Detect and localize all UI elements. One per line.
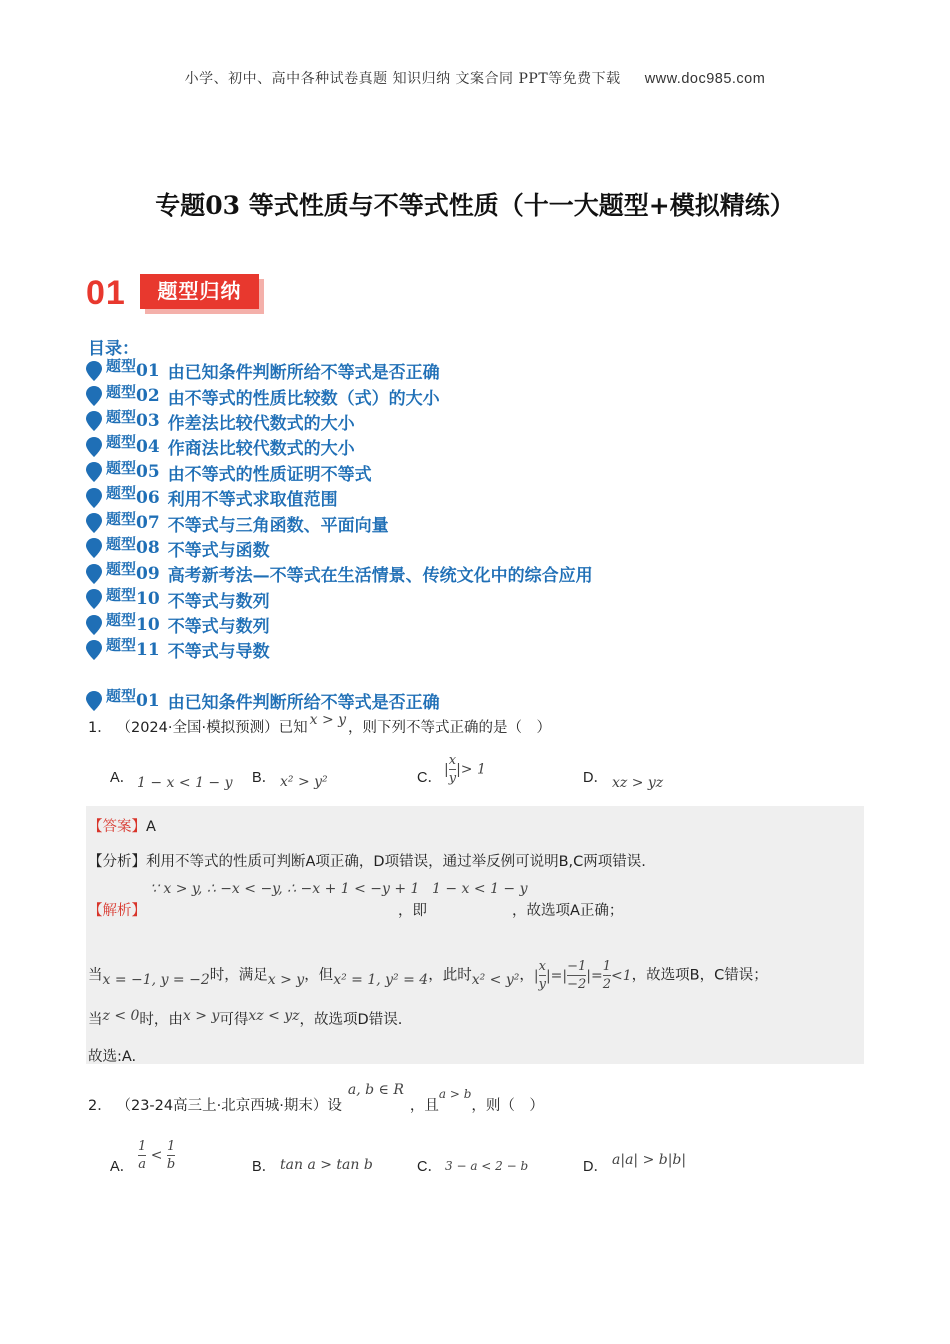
toc-item-type: 题型 — [106, 484, 137, 503]
toc-item-type: 题型 — [106, 611, 137, 630]
header-site[interactable]: www.doc985.com — [644, 71, 766, 87]
fraction — [603, 960, 611, 991]
math-expression: z < 0 — [102, 1008, 140, 1024]
q2-option-B[interactable] — [252, 1155, 276, 1176]
toc-item-num: 06 — [136, 487, 160, 508]
solution-math-1: ∵ x > y, ∴ −x < −y, ∴ −x + 1 < −y + 1 — [150, 881, 420, 897]
pin-icon — [86, 513, 102, 533]
toc-item-type: 题型 — [106, 407, 137, 426]
toc-label: 目录： — [88, 339, 139, 359]
option-label: B． — [252, 770, 277, 786]
option-C-math — [444, 754, 486, 785]
toc-item-text: 作差法比较代数式的大小 — [167, 413, 355, 434]
toc-item-num: 02 — [136, 386, 160, 407]
math-expression: a > b — [438, 1087, 472, 1101]
toc-item[interactable] — [86, 409, 786, 434]
analysis-text: 利用不等式的性质可判断A项正确，D项错误，通过举反例可说明B,C两项错误. — [146, 854, 646, 870]
toc-item-num: 05 — [136, 462, 160, 483]
question-source: （23-24高三上·北京西城·期末）设 — [123, 1098, 342, 1114]
pin-icon — [86, 462, 102, 482]
pin-icon — [86, 589, 102, 609]
pin-icon — [86, 361, 102, 381]
solution-text: ， — [519, 967, 534, 984]
solution-tag: 【解析】 — [88, 903, 146, 919]
math-expression: x² = 1, y² = 4 — [333, 971, 429, 988]
option-B-math: x² > y² — [280, 774, 328, 790]
fraction — [138, 1140, 146, 1171]
toc-item-type: 题型 — [106, 585, 137, 604]
denominator: y — [448, 771, 457, 786]
toc-item[interactable] — [86, 561, 786, 586]
q2-option-D[interactable] — [583, 1155, 608, 1176]
section-badge-number: 01 — [86, 274, 126, 312]
toc-item-num: 07 — [136, 513, 160, 534]
option-label: A． — [110, 1159, 135, 1175]
math-expression: x > y — [182, 1008, 220, 1024]
toc-item-text: 不等式与函数 — [167, 540, 270, 561]
q2-option-C-math: 3 − a < 2 − b — [445, 1159, 529, 1173]
solution-text: 当 — [88, 967, 103, 984]
toc-item-text: 不等式与数列 — [167, 591, 270, 612]
toc-item[interactable] — [86, 485, 786, 510]
toc-item-num: 11 — [136, 639, 160, 660]
option-A-math: 1 − x < 1 − y — [137, 775, 233, 791]
question-2-stem — [88, 1082, 544, 1115]
option-label: D． — [583, 770, 608, 786]
toc-item-num: 10 — [136, 589, 160, 610]
toc-item-type: 题型 — [106, 560, 137, 579]
toc-item[interactable] — [86, 383, 786, 408]
solution-line-3 — [88, 1008, 402, 1029]
solution-math-2: 1 − x < 1 − y — [432, 881, 528, 897]
solution-text: 当 — [88, 1012, 103, 1028]
q2-option-B-math: tan a > tan b — [280, 1157, 373, 1173]
toc-item-text: 不等式与三角函数、平面向量 — [167, 515, 389, 536]
fraction — [167, 1140, 175, 1171]
toc-item-text: 由已知条件判断所给不等式是否正确 — [167, 363, 440, 384]
solution-text: ，但 — [304, 967, 334, 984]
math-expression: x > y — [309, 712, 347, 728]
pin-icon — [86, 615, 102, 635]
option-D-math: xz > yz — [612, 775, 664, 791]
section-heading-01 — [86, 688, 440, 713]
toc-item[interactable] — [86, 637, 786, 662]
badge-label: 题型归纳 — [140, 274, 259, 309]
fraction — [567, 960, 586, 991]
pin-icon — [86, 640, 102, 660]
solution-text: ，此时 — [428, 967, 472, 984]
question-source: （2024·全国·模拟预测）已知 — [123, 720, 308, 736]
denominator: −2 — [567, 977, 587, 992]
toc-item-type: 题型 — [106, 509, 137, 528]
denominator: b — [166, 1157, 176, 1172]
denominator: 2 — [602, 977, 612, 992]
numerator: x — [448, 753, 457, 768]
answer-value: A — [146, 819, 156, 835]
table-of-contents — [86, 358, 786, 663]
toc-item[interactable] — [86, 358, 786, 383]
operator: < — [150, 1147, 163, 1164]
toc-item-num: 08 — [136, 538, 160, 559]
toc-item[interactable] — [86, 587, 786, 612]
question-tail: ，则下列不等式正确的是（ ） — [348, 720, 552, 736]
math-expression: x > y — [267, 971, 305, 988]
solution-line-1 — [88, 899, 146, 920]
toc-item-num: 03 — [136, 411, 160, 432]
toc-item-type: 题型 — [106, 458, 137, 477]
pin-icon — [86, 386, 102, 406]
option-label: B． — [252, 1159, 277, 1175]
fraction — [449, 754, 456, 785]
toc-item[interactable] — [86, 510, 786, 535]
toc-item-text: 作商法比较代数式的大小 — [167, 439, 355, 460]
numerator: 1 — [602, 959, 612, 974]
toc-item-num: 01 — [136, 360, 160, 381]
section-num: 01 — [136, 690, 160, 711]
numerator: x — [538, 959, 546, 974]
option-label: C． — [417, 1159, 442, 1175]
toc-item-type: 题型 — [106, 433, 137, 452]
section-text: 由已知条件判断所给不等式是否正确 — [167, 693, 440, 714]
solution-text: ，故选项A正确； — [512, 903, 624, 919]
toc-item-type: 题型 — [106, 382, 137, 401]
document-title: 专题03 等式性质与不等式性质（十一大题型+模拟精练） — [155, 191, 795, 220]
q2-option-A-math — [138, 1140, 175, 1171]
solution-line-2 — [88, 960, 768, 991]
solution-text: 可得 — [219, 1012, 249, 1028]
q2-option-C[interactable] — [417, 1155, 442, 1176]
page-header — [0, 68, 950, 88]
solution-text: ，即 — [398, 903, 427, 919]
solution-text: ，故选项D错误. — [299, 1012, 403, 1028]
question-1-stem — [88, 712, 552, 737]
option-label: C． — [417, 770, 442, 786]
pin-icon — [86, 538, 102, 558]
toc-item[interactable] — [86, 612, 786, 637]
toc-item-type: 题型 — [106, 357, 137, 376]
solution-text: 时，满足 — [209, 967, 268, 984]
analysis-line — [88, 850, 646, 871]
analysis-tag: 【分析】 — [88, 854, 146, 870]
answer-line — [88, 815, 156, 836]
toc-item-text: 由不等式的性质证明不等式 — [167, 464, 372, 485]
toc-item-text: 不等式与数列 — [167, 617, 270, 638]
question-number: 2． — [88, 1098, 112, 1114]
toc-item[interactable] — [86, 434, 786, 459]
numerator: 1 — [138, 1139, 147, 1154]
solution-text: 时，由 — [139, 1012, 183, 1028]
fraction — [539, 960, 546, 991]
pin-icon — [86, 437, 102, 457]
toc-item-text: 不等式与导数 — [167, 642, 270, 663]
numerator: −1 — [567, 959, 587, 974]
section-type: 题型 — [106, 687, 137, 706]
solution-text: ，故选项B，C错误； — [631, 967, 768, 984]
numerator: 1 — [166, 1139, 176, 1154]
toc-item-type: 题型 — [106, 534, 137, 553]
q2-option-D-math: a|a| > b|b| — [612, 1152, 687, 1168]
header-text: 小学、初中、高中各种试卷真题 知识归纳 文案合同 PPT等免费下载 — [184, 71, 621, 87]
option-B[interactable] — [252, 766, 276, 787]
option-C[interactable] — [417, 766, 442, 787]
section-badge — [140, 274, 264, 314]
denominator: a — [138, 1157, 147, 1172]
question-text: ，且 — [409, 1098, 439, 1114]
math-abs-fractions: | $\frac{x}{y}$ |=| $\frac{-1}{-2}$ |= $\frac{1}{2}$ <1 — [533, 959, 632, 992]
toc-item-num: 09 — [136, 563, 160, 584]
pin-icon — [86, 488, 102, 508]
toc-item-type: 题型 — [106, 636, 137, 655]
math-expression: x = −1, y = −2 — [102, 971, 210, 988]
math-part: |> 1 — [456, 761, 486, 778]
option-A[interactable] — [110, 766, 134, 787]
math-expression: xz < yz — [248, 1008, 300, 1024]
denominator: y — [538, 977, 546, 992]
toc-item-text: 高考新考法—不等式在生活情景、传统文化中的综合应用 — [167, 566, 593, 587]
question-tail: ，则（ ） — [471, 1098, 544, 1114]
option-D[interactable] — [583, 766, 608, 787]
q2-option-A[interactable] — [110, 1155, 134, 1176]
option-label: D． — [583, 1159, 608, 1175]
question-number: 1． — [88, 720, 112, 736]
math-expression: a, b ∈ R — [347, 1082, 404, 1098]
option-label: A． — [110, 770, 135, 786]
toc-item[interactable] — [86, 536, 786, 561]
pin-icon — [86, 691, 102, 711]
toc-item-num: 10 — [136, 614, 160, 635]
toc-item[interactable] — [86, 460, 786, 485]
pin-icon — [86, 564, 102, 584]
math-expression: x² < y² — [471, 971, 520, 988]
final-answer: 故选:A. — [88, 1049, 137, 1065]
toc-item-num: 04 — [136, 436, 160, 457]
answer-tag: 【答案】 — [88, 819, 146, 835]
toc-item-text: 利用不等式求取值范围 — [167, 490, 338, 511]
toc-item-text: 由不等式的性质比较数（式）的大小 — [167, 388, 440, 409]
pin-icon — [86, 411, 102, 431]
math-part: | — [444, 761, 449, 778]
